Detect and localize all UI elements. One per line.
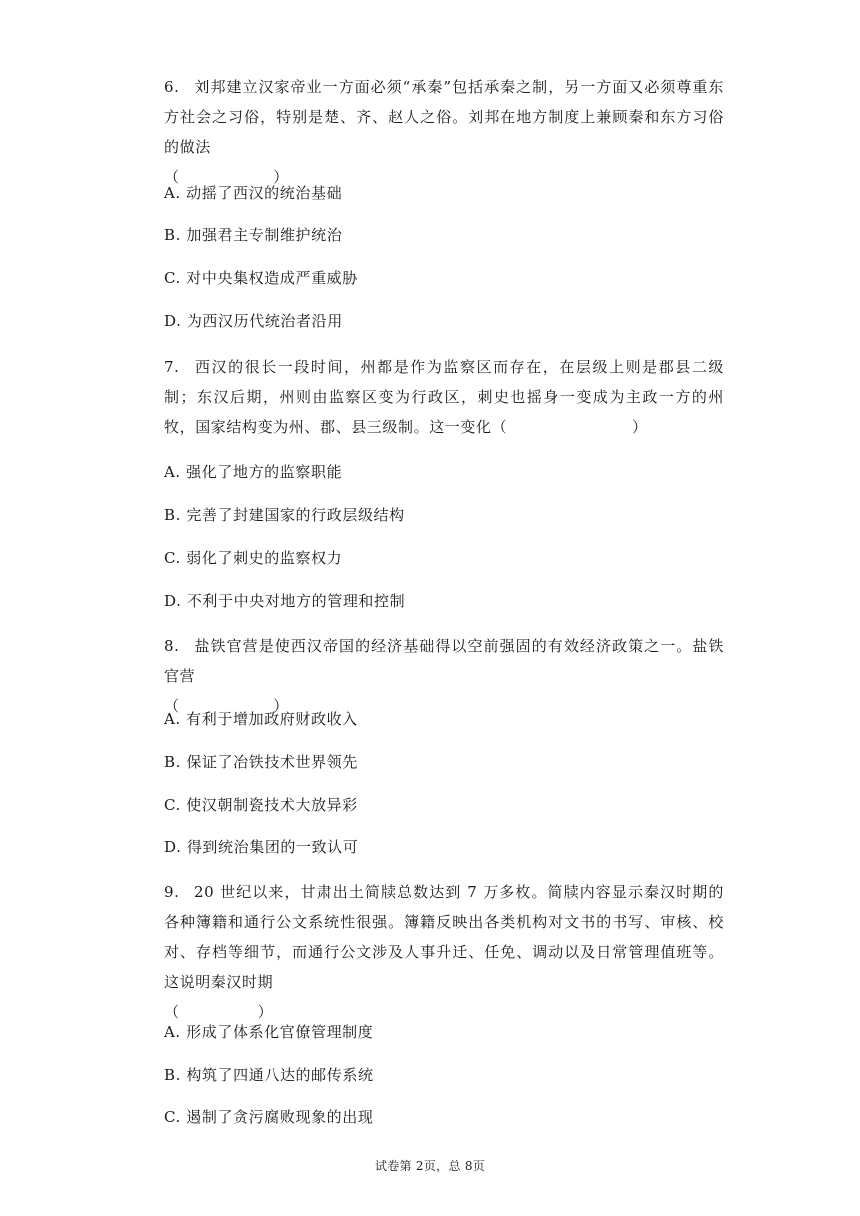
option-a: A. 有利于增加政府财政收入 [164,710,358,728]
answer-blank: （ ） [491,418,648,436]
page-footer: 试卷第 2页，总 8页 [374,1159,486,1173]
question-text: 盐铁官营是使西汉帝国的经济基础得以空前强固的有效经济政策之一。盐铁官营 [164,637,724,685]
option-b: B. 保证了冶铁技术世界领先 [164,753,358,771]
question-6-stem [164,72,724,192]
option-b: B. 加强君主专制维护统治 [164,226,343,244]
question-number: 8. [164,637,180,655]
question-number: 9. [164,883,180,901]
option-b: B. 完善了封建国家的行政层级结构 [164,506,405,524]
option-c: C. 遏制了贪污腐败现象的出现 [164,1108,374,1126]
option-c: C. 对中央集权造成严重威胁 [164,269,358,287]
option-a: A. 形成了体系化官僚管理制度 [164,1023,374,1041]
question-text: 刘邦建立汉家帝业一方面必须“承秦”包括承秦之制，另一方面又必须尊重东方社会之习俗，特别是楚、齐、赵人之俗。刘邦在地方制度上兼顾秦和东方习俗的做法 [164,78,724,156]
option-d: D. 得到统治集团的一致认可 [164,838,359,856]
option-c: C. 使汉朝制瓷技术大放异彩 [164,796,358,814]
option-c: C. 弱化了刺史的监察权力 [164,549,343,567]
option-b: B. 构筑了四通八达的邮传系统 [164,1066,374,1084]
option-d: D. 为西汉历代统治者沿用 [164,312,343,330]
question-8-stem [164,631,724,721]
option-a: A. 动摇了西汉的统治基础 [164,184,343,202]
question-text: 20 世纪以来，甘肃出土简牍总数达到 7 万多枚。简牍内容显示秦汉时期的各种簿籍和通行公文系统性很强。簿籍反映出各类机构对文书的书写、审核、校对、存档等细节，而通行公文涉及人事升迁、任免、调动以及日常管理值班等。这说明秦汉时期 [164,883,724,991]
answer-blank: （ ） [164,168,289,186]
answer-blank: （ ） [164,1003,274,1021]
option-a: A. 强化了地方的监察职能 [164,463,343,481]
question-number: 6. [164,78,180,96]
option-d: D. 不利于中央对地方的管理和控制 [164,592,406,610]
question-number: 7. [164,358,180,376]
question-9-stem [164,877,724,1027]
question-7-stem [164,352,724,442]
answer-blank: （ ） [164,697,289,715]
question-text: 西汉的很长一段时间，州都是作为监察区而存在，在层级上则是郡县二级制；东汉后期，州则由监察区变为行政区，刺史也摇身一变成为主政一方的州牧，国家结构变为州、郡、县三级制。这一变化 [164,358,724,436]
